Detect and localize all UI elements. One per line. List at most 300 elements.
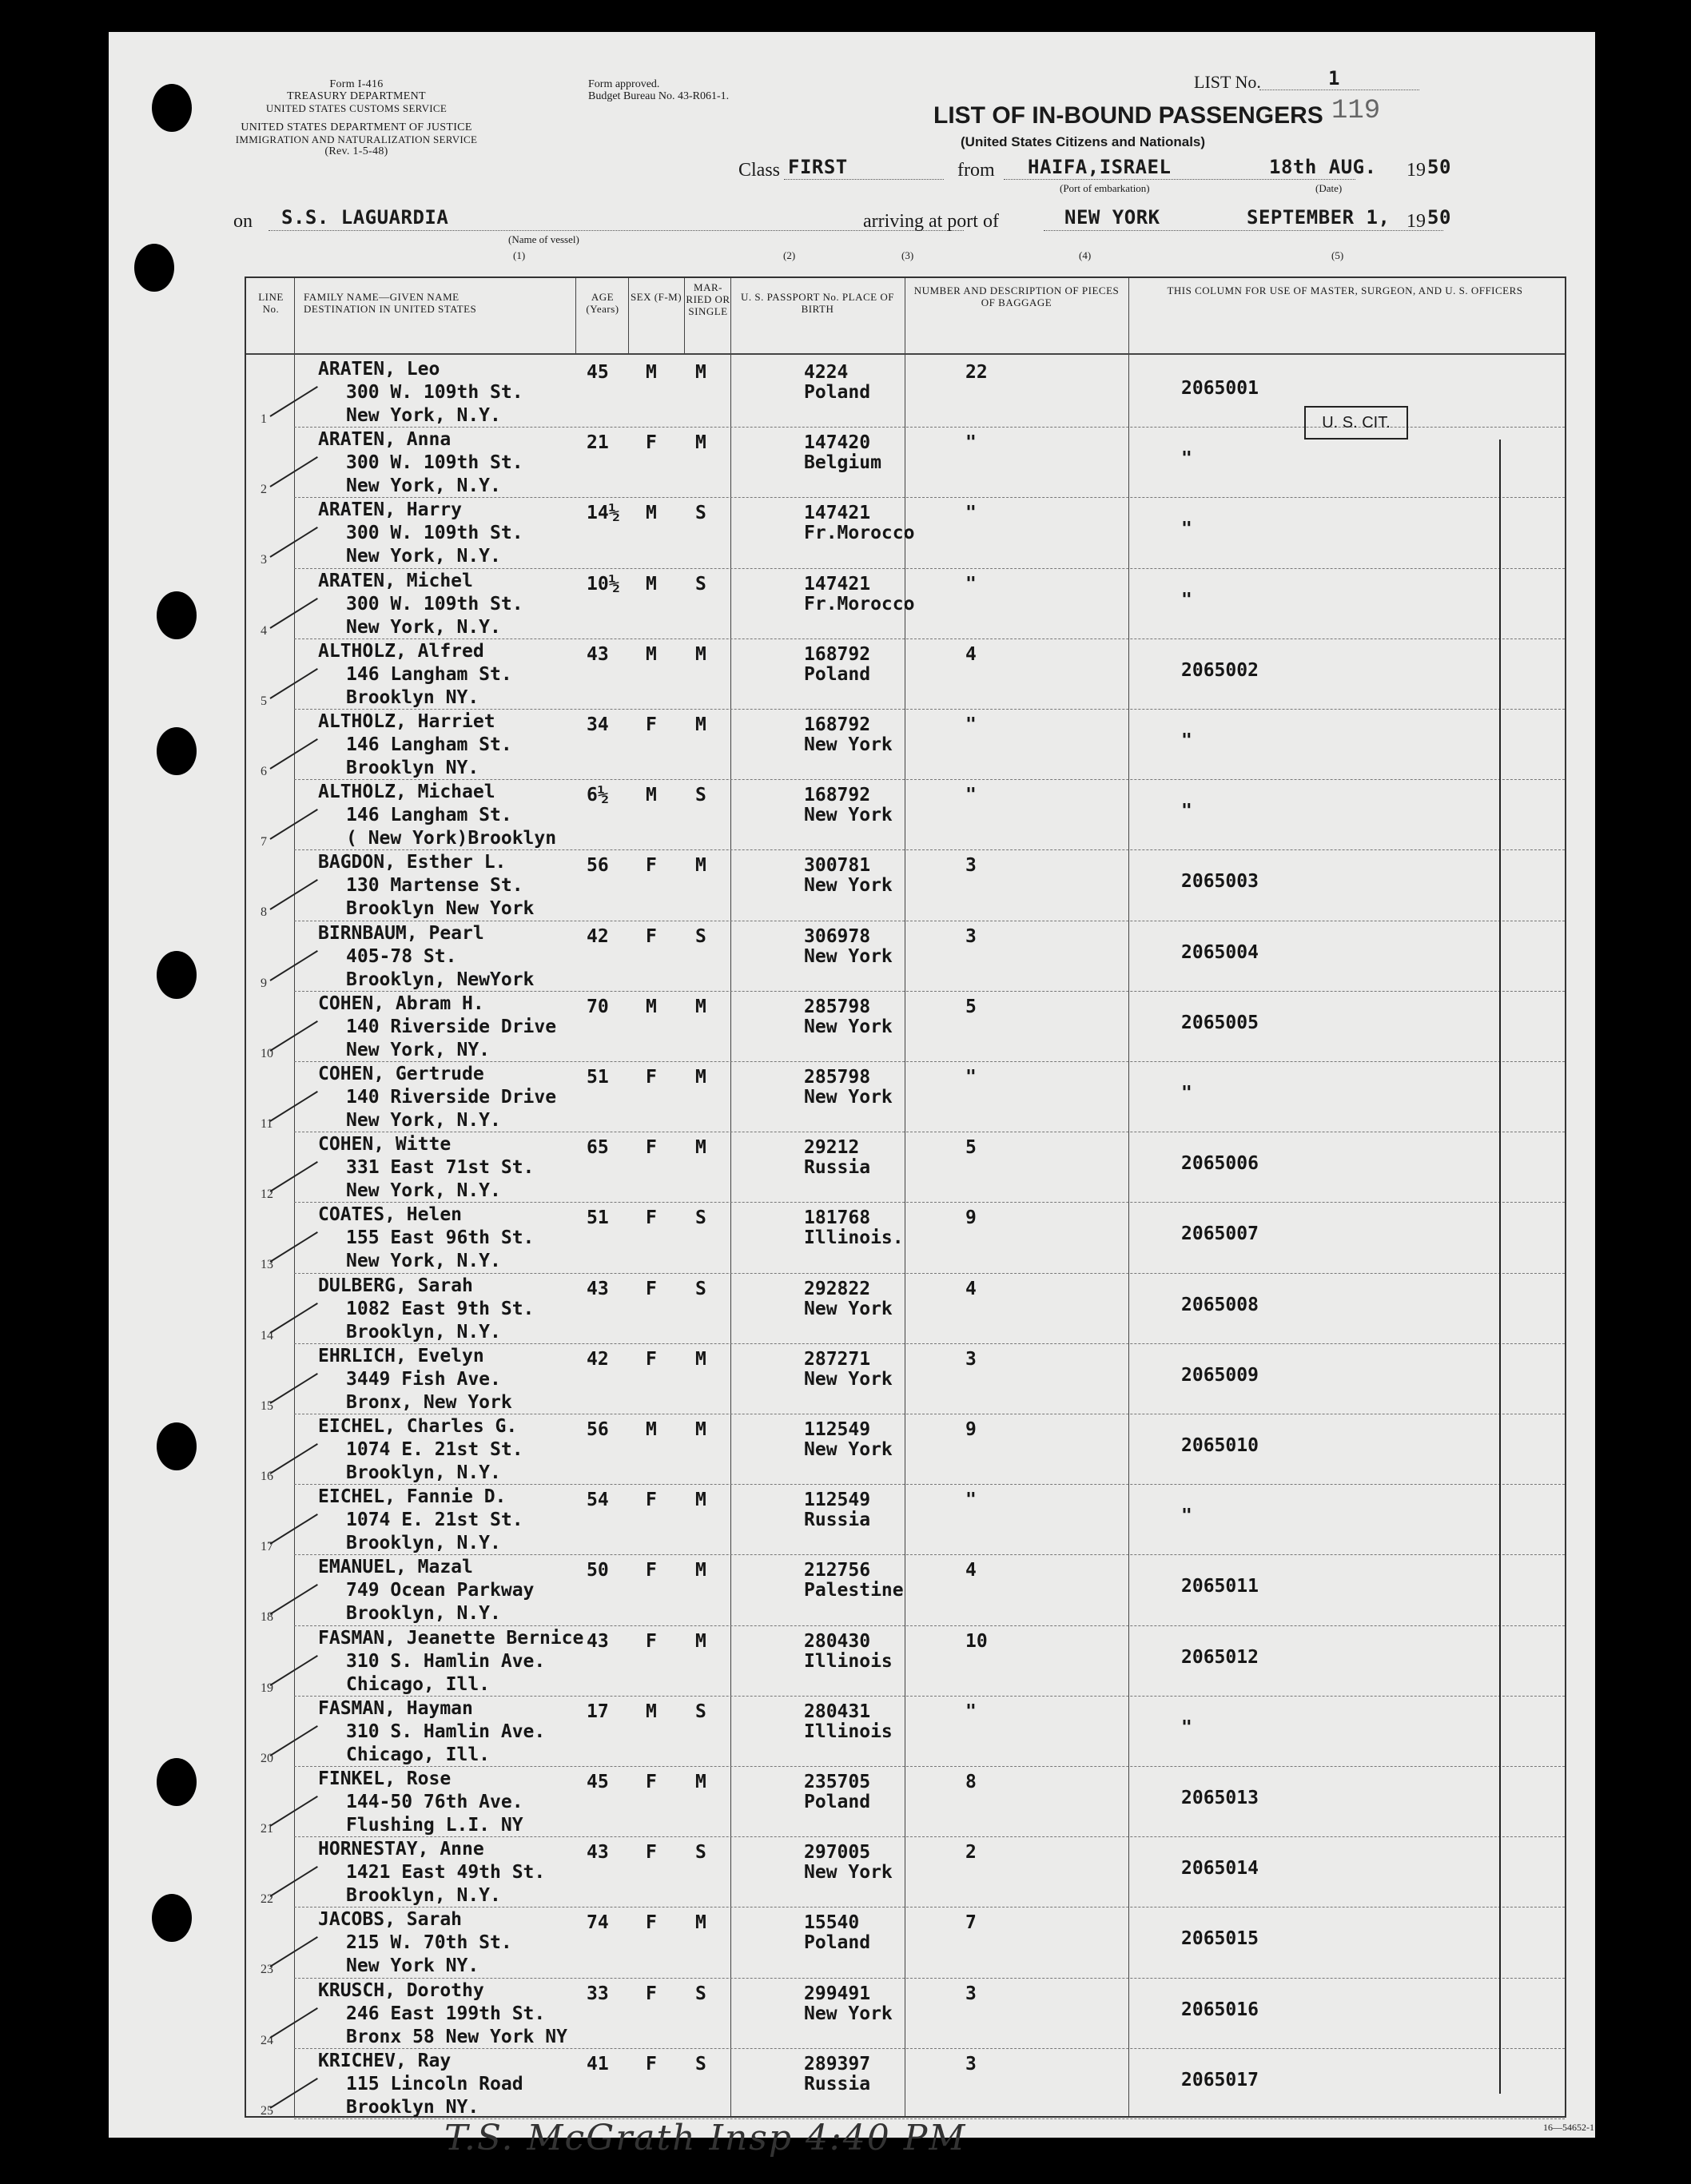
cell-name: FASMAN, Hayman (318, 1697, 473, 1719)
check-mark (269, 1796, 317, 1827)
cell-officer: " (1181, 1506, 1192, 1527)
cell-sex: M (646, 785, 657, 806)
cell-officer: " (1181, 801, 1192, 822)
cell-birth: Belgium (804, 452, 881, 474)
cell-ms: S (695, 1842, 706, 1864)
cell-sex: F (646, 925, 657, 947)
cell-age: 54 (587, 1490, 609, 1511)
row-divider (294, 1273, 1565, 1274)
cell-birth: Poland (804, 663, 871, 685)
cell-age: 43 (587, 1842, 609, 1864)
cell-addr2: New York, NY. (346, 1039, 491, 1060)
cell-addr2: Flushing L.I. NY (346, 1815, 523, 1836)
cell-addr2: Chicago, Ill. (346, 1673, 491, 1695)
footer-code: 16—54652-1 (1543, 2122, 1594, 2133)
cell-officer: 2065007 (1181, 1223, 1259, 1245)
punch-hole (152, 1894, 192, 1942)
cell-birth: New York (804, 1439, 893, 1460)
cell-passport: 285798 (804, 1067, 871, 1088)
cell-officer: 2065014 (1181, 1858, 1259, 1880)
vessel-name: S.S. LAGUARDIA (281, 206, 449, 229)
row-divider (294, 1554, 1565, 1555)
cell-ms: M (695, 1348, 706, 1370)
header-name: FAMILY NAME—GIVEN NAME DESTINATION IN UNITED STATES (304, 291, 477, 315)
cell-sex: F (646, 1772, 657, 1792)
list-number: 1 (1328, 67, 1340, 90)
check-mark (269, 1303, 317, 1334)
cell-birth: Russia (804, 1510, 871, 1531)
cell-birth: Fr.Morocco (804, 523, 915, 544)
cell-passport: 181768 (804, 1207, 871, 1229)
cell-age: 34 (587, 714, 609, 735)
cell-bags: 3 (965, 855, 977, 877)
cell-addr2: Brooklyn NY. (346, 686, 479, 708)
cell-addr2: ( New York)Brooklyn (346, 828, 557, 849)
customs-label: UNITED STATES CUSTOMS SERVICE (265, 102, 448, 114)
cell-addr2: Chicago, Ill. (346, 1744, 491, 1765)
row-divider (294, 1978, 1565, 1979)
cell-ms: M (695, 643, 706, 665)
cell-name: EHRLICH, Evelyn (318, 1345, 484, 1366)
table-row (246, 1345, 1565, 1415)
cell-passport: 299491 (804, 1983, 871, 2004)
line-number: 12 (261, 1187, 273, 1202)
cell-sex: F (646, 1490, 657, 1511)
cell-bags: 4 (965, 1560, 977, 1581)
officer-bracket-line (1499, 440, 1501, 2094)
cell-sex: F (646, 1348, 657, 1370)
table-row (246, 570, 1565, 640)
passenger-table (245, 276, 1566, 2118)
row-divider (294, 991, 1565, 992)
cell-addr2: New York, N.Y. (346, 475, 501, 497)
form-header-left (237, 78, 476, 114)
cell-addr2: Bronx, New York (346, 1391, 512, 1413)
row-divider (294, 568, 1565, 569)
cell-bags: 5 (965, 996, 977, 1017)
cell-name: ALTHOLZ, Alfred (318, 640, 484, 662)
cell-sex: F (646, 714, 657, 735)
page-title: LIST OF IN-BOUND PASSENGERS (933, 102, 1323, 129)
cell-officer: 2065017 (1181, 2069, 1259, 2091)
cell-name: FASMAN, Jeanette Bernice (318, 1627, 584, 1649)
cell-bags: 2 (965, 1842, 977, 1864)
punch-hole (152, 84, 192, 132)
line-number: 25 (261, 2103, 273, 2118)
cell-sex: M (646, 503, 657, 524)
cell-age: 43 (587, 643, 609, 665)
check-mark (269, 456, 317, 487)
line-number: 15 (261, 1398, 273, 1413)
cell-officer: 2065012 (1181, 1646, 1259, 1668)
cell-ms: S (695, 573, 706, 595)
cell-name: KRICHEV, Ray (318, 2050, 452, 2071)
cell-age: 33 (587, 1983, 609, 2004)
cell-name: ARATEN, Harry (318, 499, 463, 521)
cell-name: ARATEN, Michel (318, 570, 473, 591)
table-row (246, 1133, 1565, 1203)
line-number: 9 (261, 976, 267, 990)
arrival-port: NEW YORK (1064, 206, 1160, 229)
cell-ms: S (695, 503, 706, 524)
approval-label: Form approved. (588, 78, 660, 90)
cell-bags: 3 (965, 2053, 977, 2075)
cell-passport: 292822 (804, 1278, 871, 1299)
cell-passport: 168792 (804, 785, 871, 806)
cell-name: ALTHOLZ, Harriet (318, 711, 495, 732)
check-mark (269, 1866, 317, 1897)
row-divider (294, 1625, 1565, 1626)
cell-passport: 4224 (804, 362, 849, 383)
cell-birth: New York (804, 945, 893, 967)
cell-ms: M (695, 1419, 706, 1440)
vessel-caption: (Name of vessel) (508, 233, 579, 245)
cell-officer: 2065003 (1181, 871, 1259, 893)
from-label: from (957, 160, 995, 181)
cell-addr2: Brooklyn NY. (346, 2096, 479, 2118)
check-mark (269, 386, 317, 417)
cell-ms: M (695, 714, 706, 735)
check-mark (269, 598, 317, 629)
cell-sex: M (646, 1419, 657, 1440)
cell-birth: Illinois (804, 1650, 893, 1672)
cell-addr1: 144-50 76th Ave. (346, 1792, 523, 1812)
line-number: 2 (261, 483, 267, 497)
table-row (246, 781, 1565, 851)
cell-addr1: 115 Lincoln Road (346, 2073, 523, 2094)
arrival-year: 50 (1427, 206, 1451, 229)
cell-addr2: New York, N.Y. (346, 1251, 501, 1272)
cell-addr1: 215 W. 70th St. (346, 1932, 512, 1954)
cell-age: 21 (587, 432, 609, 454)
line-number: 10 (261, 1046, 273, 1060)
cell-bags: " (965, 573, 977, 595)
header-rule (246, 353, 1565, 355)
row-divider (294, 497, 1565, 498)
cell-bags: 5 (965, 1137, 977, 1159)
row-divider (294, 1696, 1565, 1697)
line-number: 21 (261, 1822, 273, 1836)
cell-officer: " (1181, 589, 1192, 611)
arrival-line (1044, 230, 1443, 231)
cell-addr2: New York, N.Y. (346, 1110, 501, 1131)
cell-addr2: Brooklyn, N.Y. (346, 1885, 501, 1907)
table-row (246, 1486, 1565, 1556)
us-citizen-stamp: U. S. CIT. (1304, 406, 1408, 440)
check-mark (269, 1443, 317, 1474)
col-sep (684, 278, 685, 353)
cell-name: BIRNBAUM, Pearl (318, 922, 484, 944)
punch-hole (157, 727, 197, 775)
check-mark (269, 738, 317, 770)
cell-bags: 22 (965, 362, 988, 383)
cell-passport: 168792 (804, 714, 871, 735)
cell-passport: 235705 (804, 1772, 871, 1792)
cell-age: 43 (587, 1630, 609, 1652)
cell-officer: 2065006 (1181, 1153, 1259, 1175)
cell-addr2: Brooklyn New York (346, 898, 535, 920)
cell-age: 56 (587, 855, 609, 877)
line-number: 16 (261, 1470, 273, 1483)
table-row (246, 1697, 1565, 1768)
cell-addr1: 155 East 96th St. (346, 1227, 535, 1249)
cell-sex: M (646, 1701, 657, 1722)
col-num-5: (5) (1331, 249, 1344, 261)
cell-birth: New York (804, 1087, 893, 1108)
check-mark (269, 1373, 317, 1404)
cell-ms: S (695, 2053, 706, 2075)
from-line (1004, 179, 1355, 180)
cell-name: DULBERG, Sarah (318, 1275, 473, 1296)
cell-name: EICHEL, Charles G. (318, 1416, 518, 1437)
cell-ms: M (695, 362, 706, 383)
cell-sex: F (646, 1207, 657, 1229)
cell-name: JACOBS, Sarah (318, 1909, 463, 1931)
cell-addr1: 130 Martense St. (346, 875, 523, 897)
cell-officer: 2065001 (1181, 378, 1259, 399)
cell-addr2: Brooklyn, N.Y. (346, 1321, 501, 1343)
cell-bags: " (965, 1067, 977, 1088)
cell-name: ARATEN, Leo (318, 359, 440, 380)
year-value: 50 (1427, 156, 1451, 178)
header-baggage: NUMBER AND DESCRIPTION OF PIECES OF BAGGAGE (913, 284, 1120, 308)
cell-bags: 10 (965, 1630, 988, 1652)
cell-birth: New York (804, 1862, 893, 1884)
check-mark (269, 1091, 317, 1122)
cell-age: 45 (587, 1772, 609, 1792)
cell-sex: M (646, 362, 657, 383)
table-row (246, 499, 1565, 569)
cell-ms: S (695, 1278, 706, 1299)
cell-bags: 4 (965, 1278, 977, 1299)
cell-birth: Illinois (804, 1721, 893, 1742)
cell-addr2: New York, N.Y. (346, 546, 501, 567)
cell-ms: S (695, 925, 706, 947)
cell-officer: 2065016 (1181, 1999, 1259, 2020)
line-number: 14 (261, 1328, 273, 1343)
arrival-year-prefix: 19 (1407, 211, 1426, 232)
cell-bags: 4 (965, 643, 977, 665)
row-divider (294, 1766, 1565, 1767)
cell-addr1: 140 Riverside Drive (346, 1087, 557, 1108)
cell-birth: New York (804, 2003, 893, 2024)
cell-passport: 168792 (804, 643, 871, 665)
cell-passport: 300781 (804, 855, 871, 877)
table-row (246, 922, 1565, 993)
cell-birth: Palestine (804, 1580, 904, 1601)
cell-officer: " (1181, 519, 1192, 540)
page-stamp-number: 119 (1331, 96, 1381, 126)
cell-officer: 2065005 (1181, 1012, 1259, 1033)
cell-age: 65 (587, 1137, 609, 1159)
cell-ms: M (695, 1772, 706, 1792)
ins-label: IMMIGRATION AND NATURALIZATION SERVICE (235, 133, 478, 145)
cell-addr1: 146 Langham St. (346, 663, 512, 685)
cell-addr1: 1074 E. 21st St. (346, 1439, 523, 1460)
cell-bags: 7 (965, 1912, 977, 1934)
cell-birth: Poland (804, 1792, 871, 1812)
cell-addr1: 146 Langham St. (346, 734, 512, 755)
cell-passport: 147421 (804, 503, 871, 524)
cell-addr2: New York NY. (346, 1955, 479, 1977)
check-mark (269, 668, 317, 699)
col-num-3: (3) (901, 249, 914, 261)
cell-sex: F (646, 855, 657, 877)
cell-addr1: 300 W. 109th St. (346, 593, 523, 615)
cell-addr2: Brooklyn, N.Y. (346, 1603, 501, 1625)
revision-label: (Rev. 1-5-48) (324, 145, 388, 157)
cell-name: KRUSCH, Dorothy (318, 1979, 484, 2001)
punch-hole (134, 244, 174, 292)
cell-age: 14½ (587, 503, 620, 524)
cell-sex: F (646, 1278, 657, 1299)
date-caption: (Date) (1315, 182, 1343, 194)
header-line-no: LINE No. (258, 291, 284, 315)
cell-addr2: Bronx 58 New York NY (346, 2026, 567, 2047)
table-row (246, 1627, 1565, 1697)
table-row (246, 1768, 1565, 1838)
line-number: 19 (261, 1681, 273, 1695)
cell-officer: 2065004 (1181, 941, 1259, 963)
cell-age: 10½ (587, 573, 620, 595)
cell-officer: 2065015 (1181, 1928, 1259, 1950)
cell-addr1: 310 S. Hamlin Ave. (346, 1721, 546, 1742)
col-sep (575, 278, 576, 353)
cell-name: COATES, Helen (318, 1204, 463, 1226)
arrival-date: SEPTEMBER 1, (1247, 206, 1391, 229)
cell-addr1: 300 W. 109th St. (346, 452, 523, 474)
line-number: 5 (261, 694, 267, 708)
table-row (246, 1979, 1565, 2050)
cell-name: EICHEL, Fannie D. (318, 1486, 507, 1508)
cell-ms: M (695, 1137, 706, 1159)
cell-addr1: 300 W. 109th St. (346, 523, 523, 544)
check-mark (269, 527, 317, 558)
cell-birth: Poland (804, 1932, 871, 1954)
line-number: 13 (261, 1258, 273, 1272)
cell-name: ARATEN, Anna (318, 429, 452, 451)
cell-passport: 15540 (804, 1912, 860, 1934)
date-value: 18th AUG. (1269, 156, 1377, 178)
table-row (246, 993, 1565, 1063)
check-mark (269, 2007, 317, 2039)
cell-sex: F (646, 1560, 657, 1581)
cell-age: 42 (587, 925, 609, 947)
list-number-label: LIST No. (1194, 72, 1261, 92)
from-value: HAIFA,ISRAEL (1028, 156, 1172, 178)
cell-officer: " (1181, 1717, 1192, 1738)
line-number: 8 (261, 905, 267, 920)
cell-birth: Illinois. (804, 1227, 904, 1249)
table-row (246, 1415, 1565, 1486)
cell-bags: 9 (965, 1419, 977, 1440)
cell-addr1: 331 East 71st St. (346, 1157, 535, 1179)
line-number: 3 (261, 553, 267, 567)
table-row (246, 1908, 1565, 1979)
form-approval (588, 78, 729, 102)
treasury-label: TREASURY DEPARTMENT (287, 90, 426, 102)
cell-birth: New York (804, 1368, 893, 1390)
header-married: MAR- RIED OR SINGLE (686, 281, 730, 317)
line-number: 4 (261, 623, 267, 638)
cell-passport: 285798 (804, 996, 871, 1017)
cell-birth: New York (804, 805, 893, 826)
cell-age: 45 (587, 362, 609, 383)
row-divider (294, 1484, 1565, 1485)
cell-bags: 3 (965, 925, 977, 947)
cell-ms: M (695, 1490, 706, 1511)
cell-age: 51 (587, 1067, 609, 1088)
cell-birth: Russia (804, 1157, 871, 1179)
cell-addr1: 405-78 St. (346, 945, 457, 967)
cell-age: 70 (587, 996, 609, 1017)
cell-ms: M (695, 432, 706, 454)
arriving-label: arriving at port of (863, 211, 999, 232)
check-mark (269, 950, 317, 981)
cell-addr1: 1421 East 49th St. (346, 1862, 546, 1884)
cell-ms: S (695, 1983, 706, 2004)
table-row (246, 710, 1565, 781)
cell-addr2: Brooklyn, N.Y. (346, 1462, 501, 1483)
manifest-page (109, 32, 1595, 2158)
cell-sex: F (646, 2053, 657, 2075)
cell-addr1: 300 W. 109th St. (346, 382, 523, 403)
cell-passport: 112549 (804, 1490, 871, 1511)
cell-passport: 112549 (804, 1419, 871, 1440)
cell-ms: M (695, 1067, 706, 1088)
cell-ms: S (695, 785, 706, 806)
class-label: Class (738, 160, 781, 181)
cell-passport: 147420 (804, 432, 871, 454)
cell-passport: 297005 (804, 1842, 871, 1864)
line-number: 18 (261, 1610, 273, 1625)
cell-bags: " (965, 785, 977, 806)
check-mark (269, 809, 317, 840)
header-age: AGE (Years) (586, 291, 619, 315)
cell-sex: F (646, 1912, 657, 1934)
cell-officer: " (1181, 1083, 1192, 1104)
cell-sex: F (646, 432, 657, 454)
line-number: 22 (261, 1892, 273, 1907)
cell-passport: 29212 (804, 1137, 860, 1159)
cell-passport: 212756 (804, 1560, 871, 1581)
cell-ms: S (695, 1207, 706, 1229)
check-mark (269, 1725, 317, 1756)
cell-birth: New York (804, 875, 893, 897)
cell-bags: 3 (965, 1348, 977, 1370)
budget-label: Budget Bureau No. 43-R061-1. (588, 90, 730, 102)
cell-passport: 280431 (804, 1701, 871, 1722)
cell-bags: 9 (965, 1207, 977, 1229)
check-mark (269, 2078, 317, 2109)
cell-bags: " (965, 432, 977, 454)
cell-passport: 280430 (804, 1630, 871, 1652)
table-row (246, 1556, 1565, 1626)
col-num-2: (2) (783, 249, 796, 261)
check-mark (269, 1655, 317, 1686)
punch-hole (157, 591, 197, 639)
check-mark (269, 1584, 317, 1615)
year-prefix: 19 (1407, 160, 1426, 181)
header-passport: U. S. PASSPORT No. PLACE OF BIRTH (741, 291, 894, 315)
cell-ms: M (695, 996, 706, 1017)
cell-addr2: New York, N.Y. (346, 405, 501, 426)
table-row (246, 640, 1565, 710)
cell-passport: 147421 (804, 573, 871, 595)
line-number: 17 (261, 1540, 273, 1554)
class-value: FIRST (788, 156, 848, 178)
check-mark (269, 1231, 317, 1263)
